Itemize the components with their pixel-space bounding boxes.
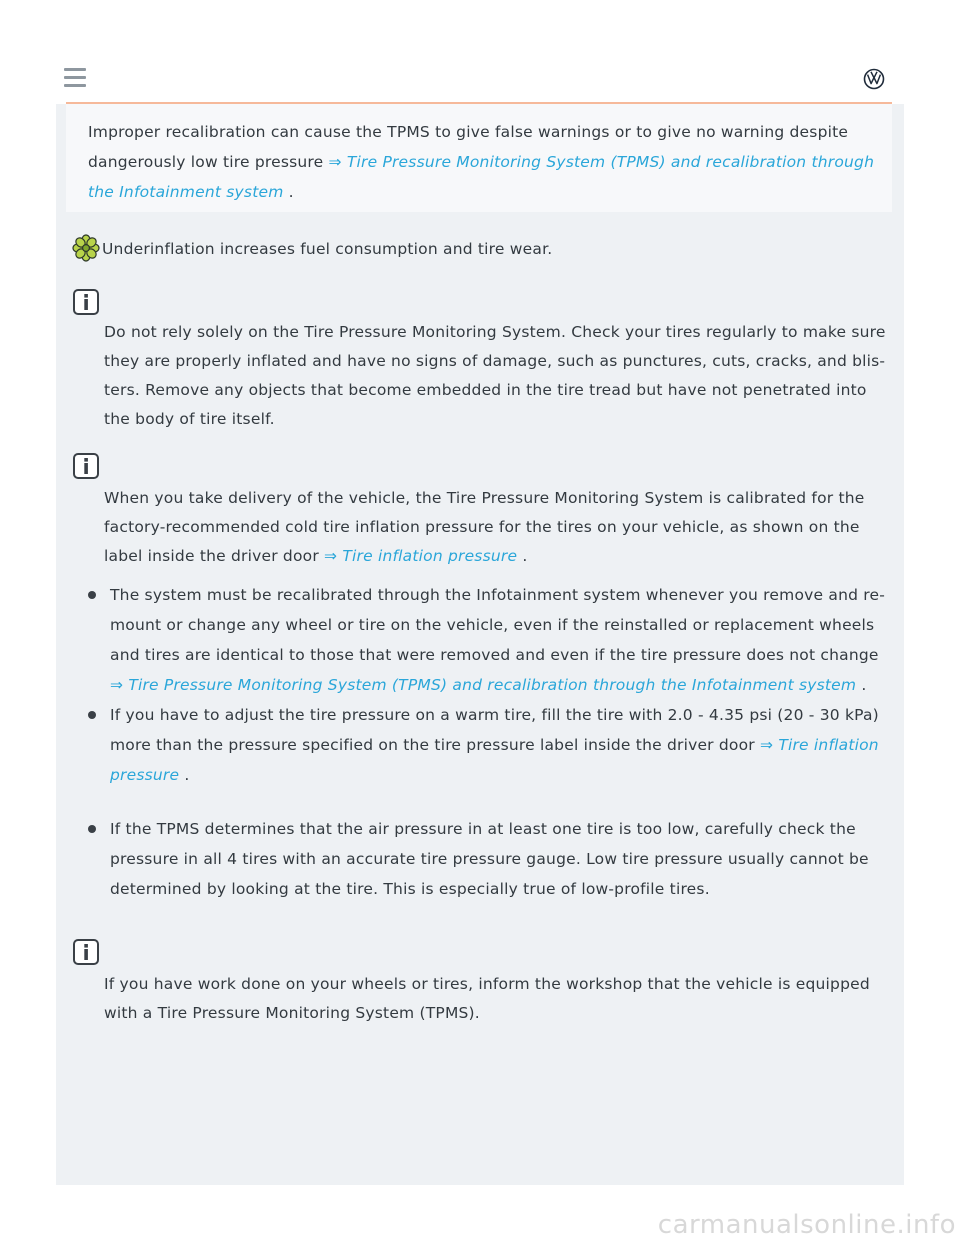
note-body: When you take delivery of the vehicle, the Tire Pressure Monitoring System is calibrated for the factory-recommended cold tire inflation pressure for the tires on your vehicle, as shown on the label inside the driver door (104, 489, 865, 565)
list-item-text (110, 580, 888, 700)
vw-logo-icon[interactable] (863, 68, 885, 90)
tpms-recalibration-link[interactable]: ⇒ Tire Pressure Monitoring System (TPMS) and recalibration through the Infotainment system (110, 676, 857, 694)
info-icon (72, 288, 100, 316)
tire-inflation-link[interactable]: ⇒ Tire inflation pressure (324, 547, 518, 565)
list-item (88, 814, 888, 904)
bullet-suffix: . (179, 766, 190, 784)
bullet-suffix: . (856, 676, 867, 694)
eco-tip-text: Underinflation increases fuel consumption and tire wear. (102, 240, 553, 258)
warning-suffix: . (283, 183, 294, 201)
warning-link[interactable]: ⇒ Tire Pressure Monitoring System (TPMS) and recalibration through the Infotainment system (88, 153, 875, 201)
note-suffix: . (517, 547, 528, 565)
note-text: Do not rely solely on the Tire Pressure Monitoring System. Check your tires regularly to make sure they are properly inflated and have no signs of damage, such as punctures, cuts, cracks, and blis-ters. Remove any objects that become embedded in the tire tread but have not penetrated into the body of tire itself. (104, 323, 886, 428)
content-panel (56, 104, 904, 1185)
bullet-icon (88, 591, 96, 599)
warning-box (66, 104, 892, 212)
hamburger-menu-icon[interactable] (64, 68, 86, 88)
watermark: carmanualsonline.info (657, 1210, 956, 1240)
note-text: If you have work done on your wheels or tires, inform the workshop that the vehicle is equipped with a Tire Pressure Monitoring System (TPMS). (104, 975, 870, 1022)
bullet-icon (88, 825, 96, 833)
tire-inflation-link[interactable]: ⇒ Tire inflation pressure (110, 736, 879, 784)
app-header (0, 0, 960, 104)
warning-text (88, 117, 878, 207)
list-item-text: If the TPMS determines that the air pressure in at least one tire is too low, carefully check the pressure in all 4 tires with an accurate tire pressure gauge. Low tire pressure usually cannot be determined by looking at the tire. This is especially true of low-profile tires. (110, 820, 869, 898)
list-item (88, 700, 888, 790)
bullet-body: The system must be recalibrated through the Infotainment system whenever you remove and re-mount or change any wheel or tire on the vehicle, even if the reinstalled or replacement wheels and tires are identical to those that were removed and even if the tire pressure does not change (110, 586, 886, 664)
list-item-text (110, 700, 888, 790)
note-text (104, 484, 894, 571)
bullet-icon (88, 711, 96, 719)
warning-body: Improper recalibration can cause the TPMS to give false warnings or to give no warning despite dangerously low tire pressure (88, 123, 849, 171)
info-icon (72, 938, 100, 966)
info-icon (72, 452, 100, 480)
eco-flower-icon (72, 234, 100, 262)
bullet-body: If you have to adjust the tire pressure on a warm tire, fill the tire with 2.0 - 4.35 psi (20 - 30 kPa) more than the pressure specified on the tire pressure label inside the driver door (110, 706, 879, 754)
list-item (88, 580, 888, 700)
